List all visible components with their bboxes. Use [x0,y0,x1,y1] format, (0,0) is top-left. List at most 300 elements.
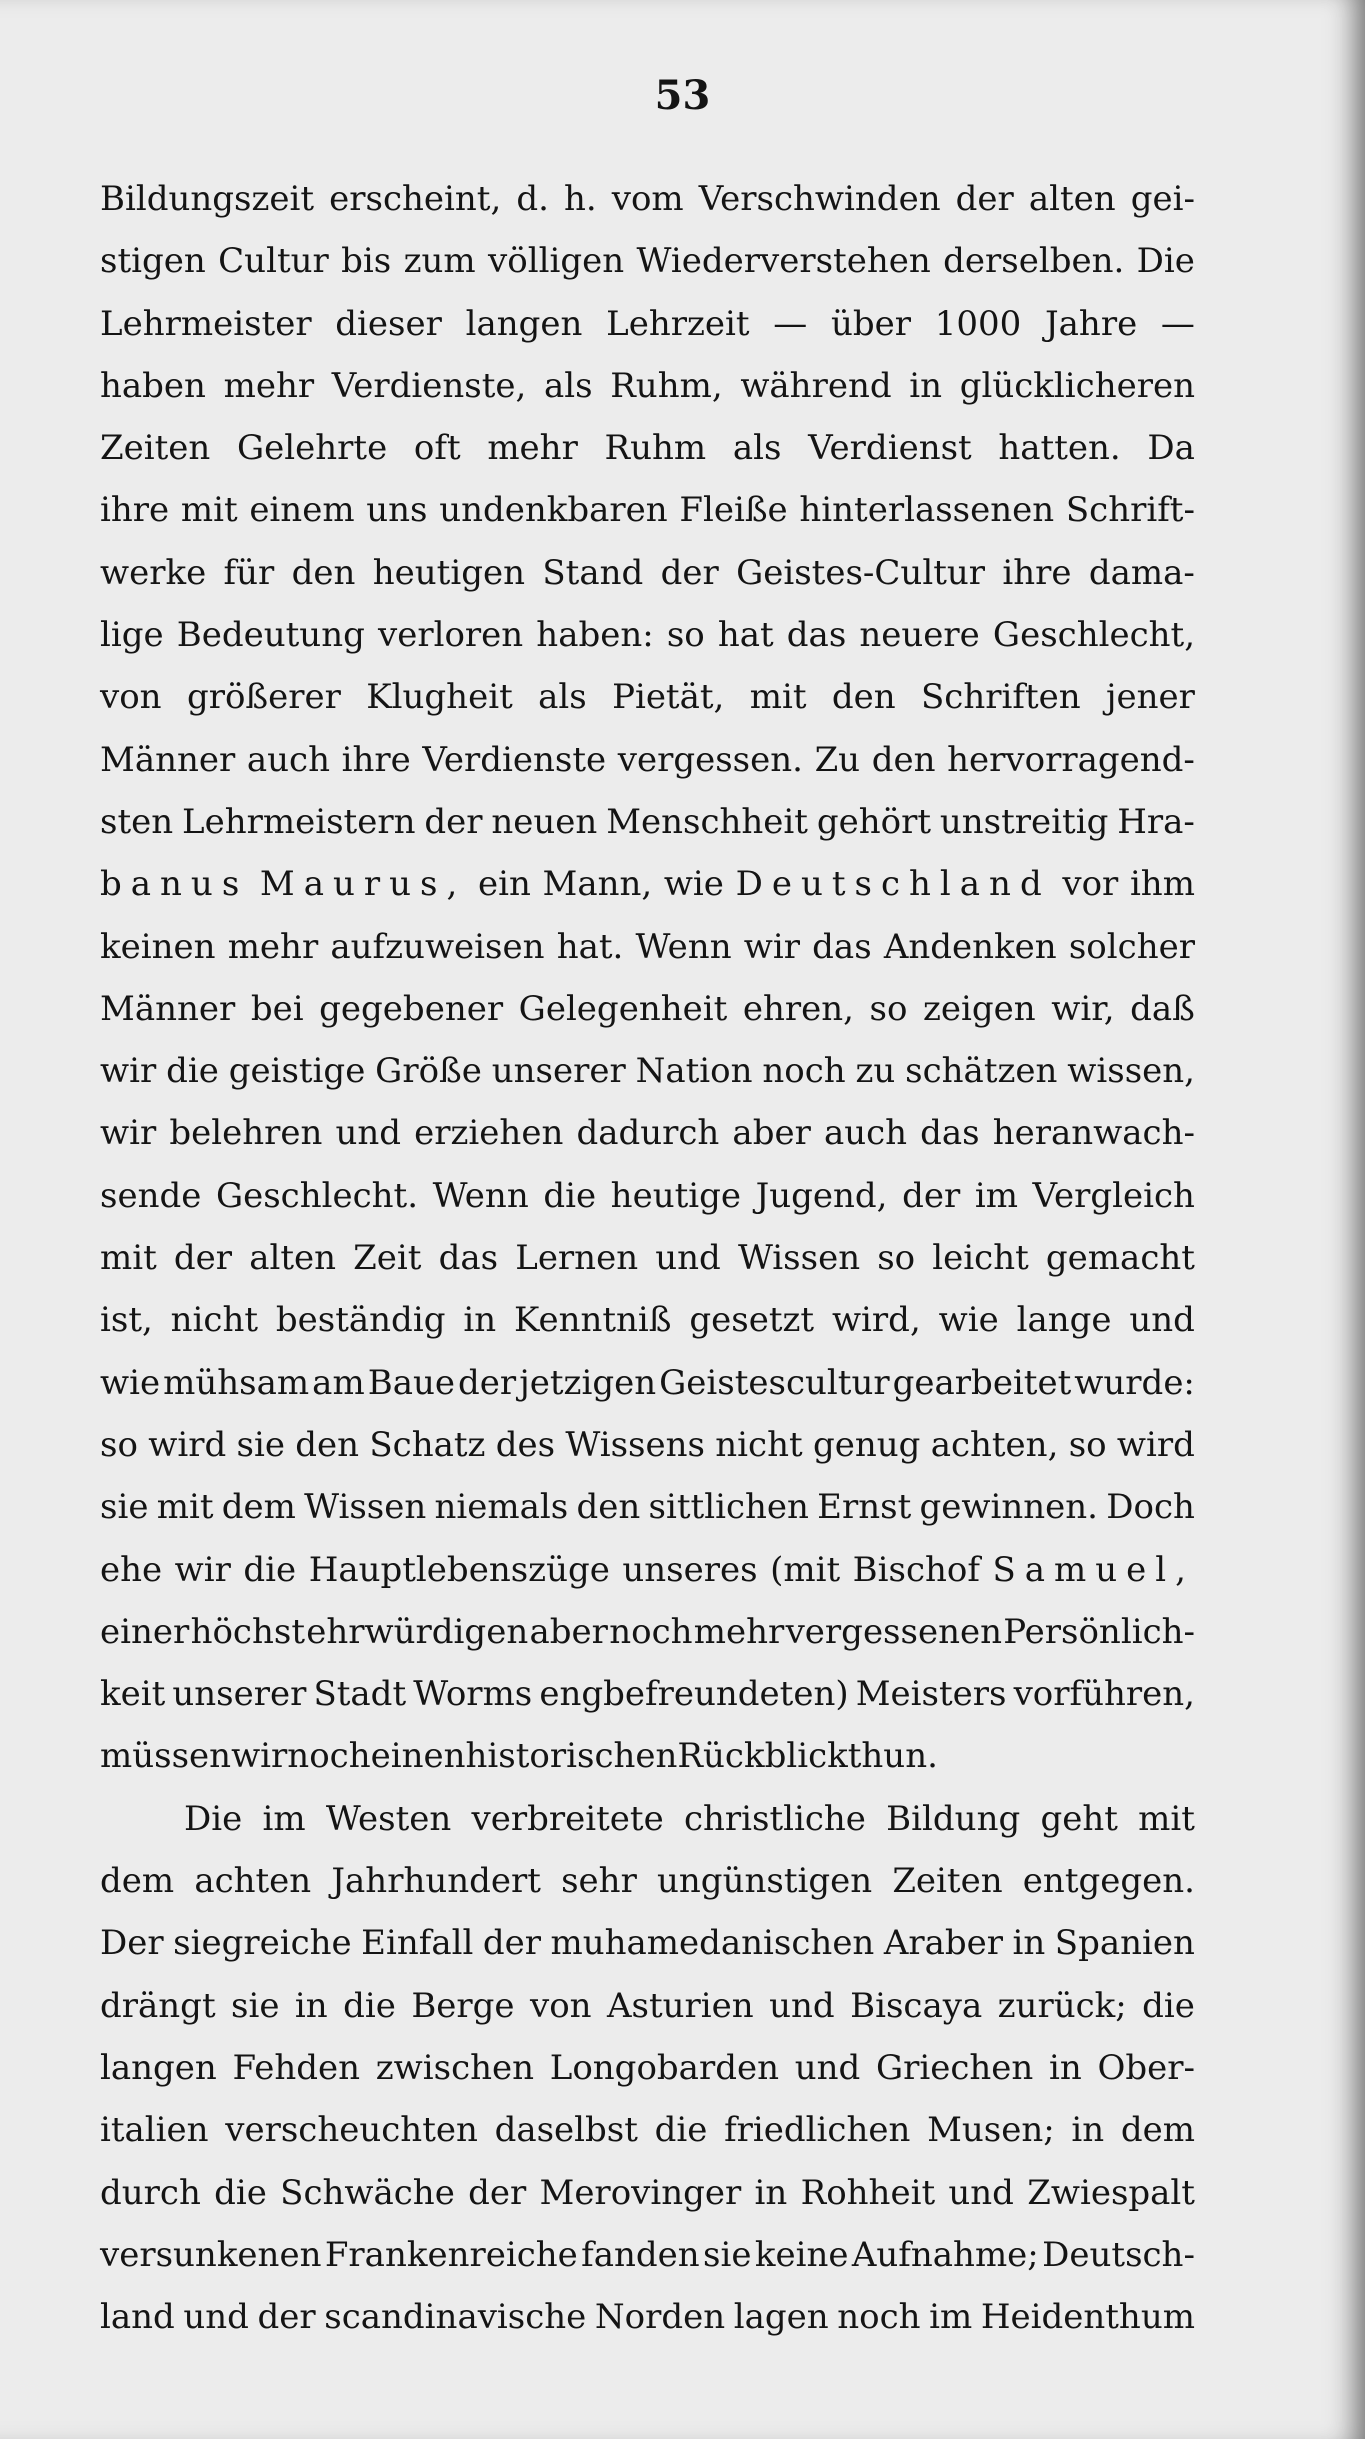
text-word: Verdienste [422,739,607,780]
text-word: Zwiespalt [1027,2172,1195,2213]
text-word: vorführen, [1013,1674,1195,1715]
text-word: unserer [172,1674,307,1715]
text-word: langen [100,2047,217,2088]
text-word: Mann, [542,864,653,905]
text-word: der [257,2297,316,2338]
text-word: und [655,1238,721,1279]
text-word: lige [100,615,164,656]
text-word: h. [563,179,597,219]
text-word: vergessen. [617,739,803,780]
text-word: wurde: [1074,1362,1195,1403]
text-word: dem [221,1487,296,1528]
text-word: gemacht [1045,1238,1195,1279]
text-word: Bischof [852,1549,980,1590]
text-word: Menschheit [606,801,808,842]
text-word: scandinavische [324,2297,587,2338]
text-word: undenkbaren [439,490,668,531]
text-word: Hauptlebenszüge [308,1549,610,1590]
text-word: die [343,1985,396,2026]
text-word: Schatz [369,1424,486,1465]
text-word: die [654,2110,708,2151]
text-word: Wissen [304,1487,427,1528]
text-word: Geschlecht, [992,615,1195,656]
text-line [100,604,1195,666]
text-word: im [929,2297,973,2338]
text-word: den [831,677,896,718]
text-word: so [869,988,908,1029]
text-word: einer [100,1611,190,1652]
text-word: mehr [223,365,315,406]
text-word: ihre [341,739,411,780]
text-word: Andenken [883,926,1057,967]
text-word: im [262,1798,306,1839]
text-word: ist, [100,1300,153,1341]
text-line [100,417,1195,479]
text-word: — [1160,303,1195,344]
text-word: zwischen [375,2047,535,2088]
text-word: thun. [847,1736,938,1777]
text-word: und [769,1985,835,2026]
text-word: mehr [487,428,578,469]
text-word: dem [100,1861,175,1902]
text-word: hat [717,615,774,656]
text-word: Stand [542,552,644,593]
text-line [100,2099,1195,2161]
text-word: Aufnahme; [851,2234,1039,2275]
text-line [100,1476,1195,1538]
text-word: zu [855,1051,896,1092]
text-word: und [183,2297,249,2338]
text-word: das [438,1238,499,1279]
text-word: Verdienst [808,428,972,469]
text-word: erziehen [414,1113,564,1154]
text-word: im [974,1175,1018,1216]
text-word: bei [250,988,304,1029]
text-word: geistige [228,1051,366,1092]
text-word: sten [100,801,174,842]
text-word: müssen [100,1736,232,1777]
text-word: aufzuweisen [330,926,545,967]
text-word: in [1049,2047,1082,2088]
text-word: gesetzt [689,1300,815,1341]
text-line [100,1165,1195,1227]
text-word: der [482,1923,541,1964]
text-word: noch [837,2297,921,2338]
text-word: des [495,1424,556,1465]
text-word: verscheuchten [225,2110,478,2151]
text-line [100,230,1195,292]
text-word: Da [1147,428,1195,469]
text-word: Kenntniß [513,1300,672,1341]
text-word: sie [236,1424,285,1465]
text-word: ungünstigen [657,1861,873,1902]
text-word: wir [231,1736,288,1777]
text-word: achten, [930,1424,1059,1465]
text-word: als [543,365,593,406]
text-word: Araber [883,1923,1004,1964]
text-word: 1000 [934,303,1022,344]
text-word: wir [174,1549,231,1590]
text-word: Bildung [886,1798,1021,1839]
text-word: mehr [693,1611,785,1652]
text-word: der [458,1362,517,1403]
text-word: solcher [1068,926,1195,967]
text-word: Longobarden [549,2047,779,2088]
text-word: friedlichen [724,2110,911,2151]
text-word: italien [100,2110,209,2151]
text-line [100,1289,1195,1351]
text-word: auch [823,1113,908,1154]
text-word: fanden [581,2234,700,2275]
text-word: Fehden [232,2047,361,2088]
text-word: in [1012,1923,1046,1964]
text-word: keinen [100,926,216,967]
text-word: gegebener [319,988,504,1029]
text-word: Bildungszeit [100,179,315,219]
text-word: Wissens [565,1424,705,1465]
text-word: alten [249,1238,337,1279]
text-word: achten [194,1861,312,1902]
text-word: der [468,2172,527,2213]
text-word: mehr [227,926,319,967]
text-word: ihre [1002,552,1072,593]
text-word: ein [477,864,531,905]
text-word: einem [249,490,355,531]
text-word: ihm [1129,864,1195,905]
text-word: einen [370,1736,466,1777]
text-word: Spanien [1054,1923,1195,1964]
text-word: oft [413,428,461,469]
text-line [100,1227,1195,1289]
text-line [100,2162,1195,2224]
text-word: so [666,615,705,656]
text-word: neuen [491,801,598,842]
text-word: dama- [1088,552,1195,593]
text-word: Lehrzeit [606,303,750,344]
text-word: in [1071,2110,1105,2151]
text-line [100,1912,1195,1974]
text-word: Hra- [1117,801,1195,842]
text-word: mit [156,1487,214,1528]
text-word: Lehrmeister [100,303,312,344]
text-word: ehrwürdigen [306,1611,529,1652]
text-word: mit [1138,1798,1195,1839]
text-word: historischen [465,1736,678,1777]
text-word: geht [1040,1798,1118,1839]
text-word: Asturien [606,1985,754,2026]
text-word: zum [403,241,476,282]
text-word: heutige [610,1175,742,1216]
text-word: sie [703,2234,752,2275]
text-word: Nation [635,1051,753,1092]
text-word: Gelehrte [237,428,388,469]
text-word: Ober- [1097,2047,1195,2088]
text-word: Verdienste, [331,365,527,406]
text-word: Der [100,1923,164,1964]
text-word: Deutschland [735,864,1051,905]
text-word: Samuel, [992,1549,1195,1590]
text-word: lagen [733,2297,829,2338]
text-word: dadurch [576,1113,720,1154]
text-word: beständig [275,1300,446,1341]
text-word: muhamedanischen [550,1923,875,1964]
text-word: derselben. [943,241,1125,282]
text-word: schätzen [905,1051,1058,1092]
text-word: unstreitig [939,801,1109,842]
text-word: Geschlecht. [215,1175,419,1216]
text-word: Lehrmeistern [182,801,416,842]
text-word: Westen [325,1798,452,1839]
text-word: das [786,615,847,656]
text-word: hat. [556,926,624,967]
text-word: wir [743,926,800,967]
text-word: Stadt [313,1674,407,1715]
text-word: daselbst [494,2110,638,2151]
text-line [100,542,1195,604]
text-word: völligen [488,241,625,282]
text-line [100,1850,1195,1912]
text-word: durch [100,2172,201,2213]
text-line [100,1601,1195,1663]
text-word: haben: [536,615,654,656]
text-word: der [902,1175,961,1216]
text-line [100,1725,1195,1787]
text-word: auch [246,739,330,780]
text-word: Jugend, [755,1175,888,1216]
text-word: der [173,1238,233,1279]
text-line [100,1975,1195,2037]
text-word: Klugheit [366,677,513,718]
text-word: aber [732,1113,811,1154]
text-word: lange [1016,1300,1112,1341]
text-word: genug [812,1424,921,1465]
text-word: und [1129,1300,1195,1341]
text-line [100,2224,1195,2286]
text-word: die [166,1051,219,1092]
text-word: sittlichen [648,1487,809,1528]
text-word: so [100,1424,138,1465]
text-word: christliche [683,1798,866,1839]
text-word: wie [938,1300,999,1341]
text-line [100,355,1195,417]
text-line [100,853,1195,915]
text-word: höchst [190,1611,305,1652]
text-word: der [424,801,483,842]
text-word: gehört [816,801,932,842]
text-word: Musen; [927,2110,1055,2151]
text-line [100,1102,1195,1164]
text-word: Rohheit [800,2172,936,2213]
text-word: als [538,677,587,718]
text-word: größerer [186,677,341,718]
text-word: Wenn [432,1175,529,1216]
page-number: 53 [654,72,711,119]
text-line [100,2037,1195,2099]
text-word: Norden [594,2297,726,2338]
text-word: in [754,2172,788,2213]
text-word: Jahre [1045,303,1138,344]
text-word: Deutsch- [1042,2234,1195,2275]
text-word: ehe [100,1549,163,1590]
text-word: mit [180,490,238,531]
text-word: Zu [814,739,861,780]
text-word: leicht [932,1238,1029,1279]
text-word: sie [231,1985,280,2026]
text-word: entgegen. [1022,1861,1195,1902]
text-word: vor [1062,864,1119,905]
text-word: Heidenthum [980,2297,1195,2338]
text-line [100,293,1195,355]
text-word: in [463,1300,497,1341]
text-line [100,168,1195,230]
text-word: Cultur [218,241,329,282]
text-word: Fleiße [679,490,788,531]
text-word: keine [754,2234,849,2275]
text-line [100,1663,1195,1725]
text-word: d. [516,179,549,219]
text-word: der [660,552,719,593]
text-word: für [223,552,275,593]
text-word: heranwach- [992,1113,1195,1154]
text-word: die [543,1175,597,1216]
text-word: wird, [831,1300,921,1341]
text-word: Wissen [737,1238,861,1279]
text-word: Schriften [921,677,1081,718]
text-word: jener [1105,677,1195,718]
text-word: vom [611,179,684,219]
text-word: Bedeutung [176,615,365,656]
body-text [100,168,1195,2348]
text-word: das [920,1113,980,1154]
text-word: Pietät, [612,677,725,718]
text-word: Vergleich [1032,1175,1195,1216]
text-word: von [100,677,162,718]
text-word: unseres [622,1549,758,1590]
text-word: Ruhm [604,428,707,469]
text-word: daß [1130,988,1195,1029]
text-word: zurück; [997,1985,1127,2026]
text-word: verloren [377,615,524,656]
text-word: Frankenreiche [324,2234,578,2275]
text-word: gearbeitet [892,1362,1072,1403]
text-word: banus [100,864,249,905]
text-word: engbefreundeten) [539,1674,849,1715]
text-word: Schwäche [280,2172,455,2213]
text-word: Zeiten [892,1861,1003,1902]
text-word: wie [663,864,724,905]
text-word: mühsam [163,1362,310,1403]
text-word: gei- [1130,179,1195,219]
text-word: Geistes-Cultur [736,552,986,593]
text-word: die [214,2172,267,2213]
text-word: hervorragend- [947,739,1195,780]
text-word: zeigen [923,988,1036,1029]
text-line [100,666,1195,728]
text-word: siegreiche [173,1923,352,1964]
text-word: dem [1120,2110,1195,2151]
text-word: glücklicheren [959,365,1195,406]
text-word: haben [100,365,206,406]
text-word: so [1068,1424,1107,1465]
text-word: in [909,365,943,406]
text-word: Wiederverstehen [636,241,931,282]
text-word: von [529,1985,592,2026]
text-line [100,1352,1195,1414]
text-word: hinterlassenen [799,490,1055,531]
text-word: Größe [375,1051,482,1092]
text-word: werke [100,552,207,593]
text-line [100,479,1195,541]
text-word: am [312,1362,365,1403]
text-word: Rückblick [677,1736,848,1777]
text-word: Meisters [855,1674,1007,1715]
text-word: wissen, [1067,1051,1195,1092]
text-word: Griechen [875,2047,1034,2088]
text-word: versunkenen [100,2234,322,2275]
text-word: sehr [561,1861,637,1902]
text-line [100,791,1195,853]
text-word: hatten. [998,428,1121,469]
text-word: Persönlich- [1003,1611,1195,1652]
text-word: den [871,739,936,780]
text-word: Die [1136,241,1195,282]
text-word: belehren [169,1113,323,1154]
text-word: wird [1116,1424,1195,1465]
text-word: drängt [100,1985,216,2026]
text-word: verbreitete [471,1798,664,1839]
text-word: das [812,926,872,967]
text-word: wird [148,1424,227,1465]
text-word: noch [609,1611,693,1652]
text-word: erscheint, [329,179,502,219]
text-word: langen [465,303,583,344]
text-word: heutigen [372,552,526,593]
text-word: Einfall [361,1923,474,1964]
text-word: als [732,428,782,469]
text-word: Zeit [353,1238,422,1279]
text-word: die [243,1549,297,1590]
text-word: Männer [100,988,236,1029]
text-word: Berge [411,1985,515,2026]
text-word: und [794,2047,861,2088]
text-word: Die [184,1798,243,1839]
text-word: unserer [491,1051,626,1092]
text-word: der [955,179,1014,219]
text-word: jetzigen [519,1362,657,1403]
text-word: neuere [859,615,980,656]
text-word: mit [749,677,807,718]
text-word: bis [341,241,392,282]
text-word: den [291,552,356,593]
text-word: so [877,1238,916,1279]
text-word: wie [100,1362,161,1403]
text-line [100,1788,1195,1850]
text-line [100,978,1195,1040]
text-word: sende [100,1175,202,1216]
text-word: Verschwinden [698,179,941,219]
text-word: Worms [413,1674,533,1715]
text-line [100,1539,1195,1601]
text-word: wir [100,1051,157,1092]
text-word: nicht [170,1300,259,1341]
text-word: land [100,2297,175,2338]
text-word: den [576,1487,641,1528]
text-word: Lernen [515,1238,639,1279]
text-word: gewinnen. [919,1487,1098,1528]
text-word: niemals [434,1487,569,1528]
text-word: dieser [335,303,442,344]
text-word: Jahrhundert [331,1861,541,1902]
